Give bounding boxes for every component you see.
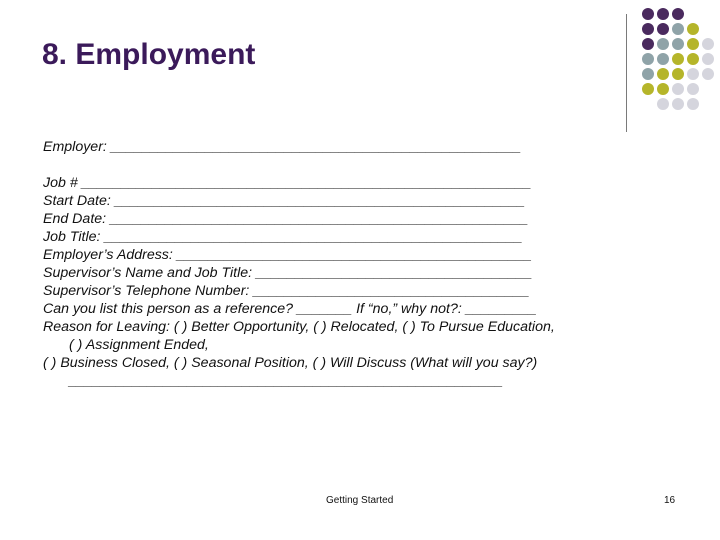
dot-teal: [657, 38, 669, 50]
job-number-field: Job # _________________________________________________________: [43, 175, 532, 191]
dot-teal: [672, 23, 684, 35]
dot-olive: [657, 83, 669, 95]
start-date-field: Start Date: ____________________________________________________: [43, 193, 526, 209]
employer-address-field: Employer’s Address: _____________________________________________: [43, 247, 532, 263]
dot-purple: [642, 8, 654, 20]
dot-olive: [687, 23, 699, 35]
decorative-dot-grid: [638, 8, 720, 118]
dot-gray: [687, 68, 699, 80]
dot-teal: [657, 53, 669, 65]
reference-question: Can you list this person as a reference? _______ If “no,” why not?: _________: [43, 301, 537, 317]
reason-options: ( ) Business Closed, ( ) Seasonal Position, ( ) Will Discuss (What will you say?): [43, 355, 538, 371]
slide-title: 8. Employment: [42, 38, 256, 71]
end-date-field: End Date: _____________________________________________________: [43, 211, 529, 227]
spacer: [43, 156, 693, 174]
divider-line: [626, 14, 627, 132]
dot-gray: [657, 98, 669, 110]
dot-purple: [642, 38, 654, 50]
dot-gray: [702, 38, 714, 50]
dot-teal: [672, 38, 684, 50]
dot-olive: [642, 83, 654, 95]
dot-gray: [702, 68, 714, 80]
dot-purple: [672, 8, 684, 20]
supervisor-phone-field: Supervisor’s Telephone Number: ___________________________________: [43, 283, 530, 299]
dot-teal: [642, 68, 654, 80]
reason-continued: ( ) Assignment Ended,: [69, 337, 209, 353]
dot-olive: [672, 68, 684, 80]
dot-gray: [672, 98, 684, 110]
answer-blank-line: _______________________________________________________: [69, 373, 503, 389]
dot-olive: [687, 53, 699, 65]
page-number: 16: [664, 495, 676, 506]
employment-form: [43, 138, 693, 390]
supervisor-name-field: Supervisor’s Name and Job Title: ___________________________________: [43, 265, 533, 281]
dot-teal: [642, 53, 654, 65]
employer-field: Employer: ____________________________________________________: [43, 139, 522, 155]
dot-gray: [702, 53, 714, 65]
dot-purple: [657, 8, 669, 20]
footer-text: Getting Started: [326, 495, 394, 506]
dot-olive: [657, 68, 669, 80]
reason-for-leaving: Reason for Leaving: ( ) Better Opportunity, ( ) Relocated, ( ) To Pursue Education,: [43, 319, 555, 335]
dot-purple: [642, 23, 654, 35]
dot-olive: [672, 53, 684, 65]
dot-gray: [687, 98, 699, 110]
dot-gray: [672, 83, 684, 95]
job-title-field: Job Title: _____________________________________________________: [43, 229, 523, 245]
dot-olive: [687, 38, 699, 50]
dot-gray: [687, 83, 699, 95]
dot-purple: [657, 23, 669, 35]
